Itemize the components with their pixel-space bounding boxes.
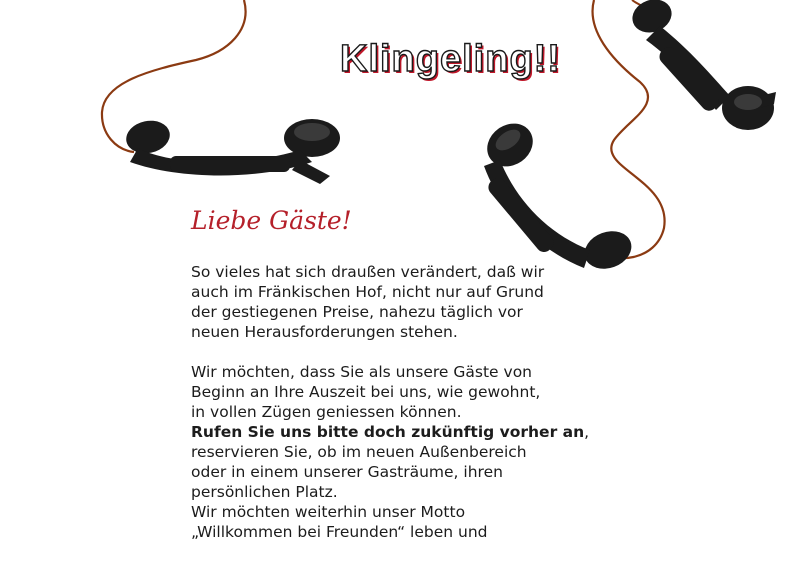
telephone-handset-icon — [628, 0, 776, 130]
text-line: der gestiegenen Preise, nahezu täglich vor — [191, 303, 523, 321]
paragraph-gap — [191, 342, 611, 362]
telephone-handset-icon — [123, 117, 340, 184]
text-line: in vollen Zügen geniessen können. — [191, 403, 462, 421]
page-title: Klingeling!! — [340, 38, 561, 80]
text-fragment: , — [584, 423, 590, 441]
bold-request: Rufen Sie uns bitte doch zukünftig vorher an — [191, 423, 585, 441]
text-line: persönlichen Platz. — [191, 483, 338, 501]
text-line: Beginn an Ihre Auszeit bei uns, wie gewohnt, — [191, 383, 541, 401]
text-line: Wir möchten, dass Sie als unsere Gäste von — [191, 363, 532, 381]
text-line: neuen Herausforderungen stehen. — [191, 323, 458, 341]
telephone-handset-icon — [479, 115, 637, 275]
text-line: Wir möchten weiterhin unser Motto — [191, 503, 466, 521]
greeting-heading: Liebe Gäste! — [191, 206, 352, 235]
text-line — [191, 422, 611, 442]
text-line: oder in einem unserer Gasträume, ihren — [191, 463, 503, 481]
phone-cord-left — [102, 0, 246, 152]
text-line: So vieles hat sich draußen verändert, daß wir — [191, 263, 545, 281]
text-line: „Willkommen bei Freunden“ leben und — [191, 523, 488, 541]
letter-body — [191, 262, 611, 542]
text-line: auch im Fränkischen Hof, nicht nur auf Grund — [191, 283, 544, 301]
text-line: reservieren Sie, ob im neuen Außenbereich — [191, 443, 527, 461]
